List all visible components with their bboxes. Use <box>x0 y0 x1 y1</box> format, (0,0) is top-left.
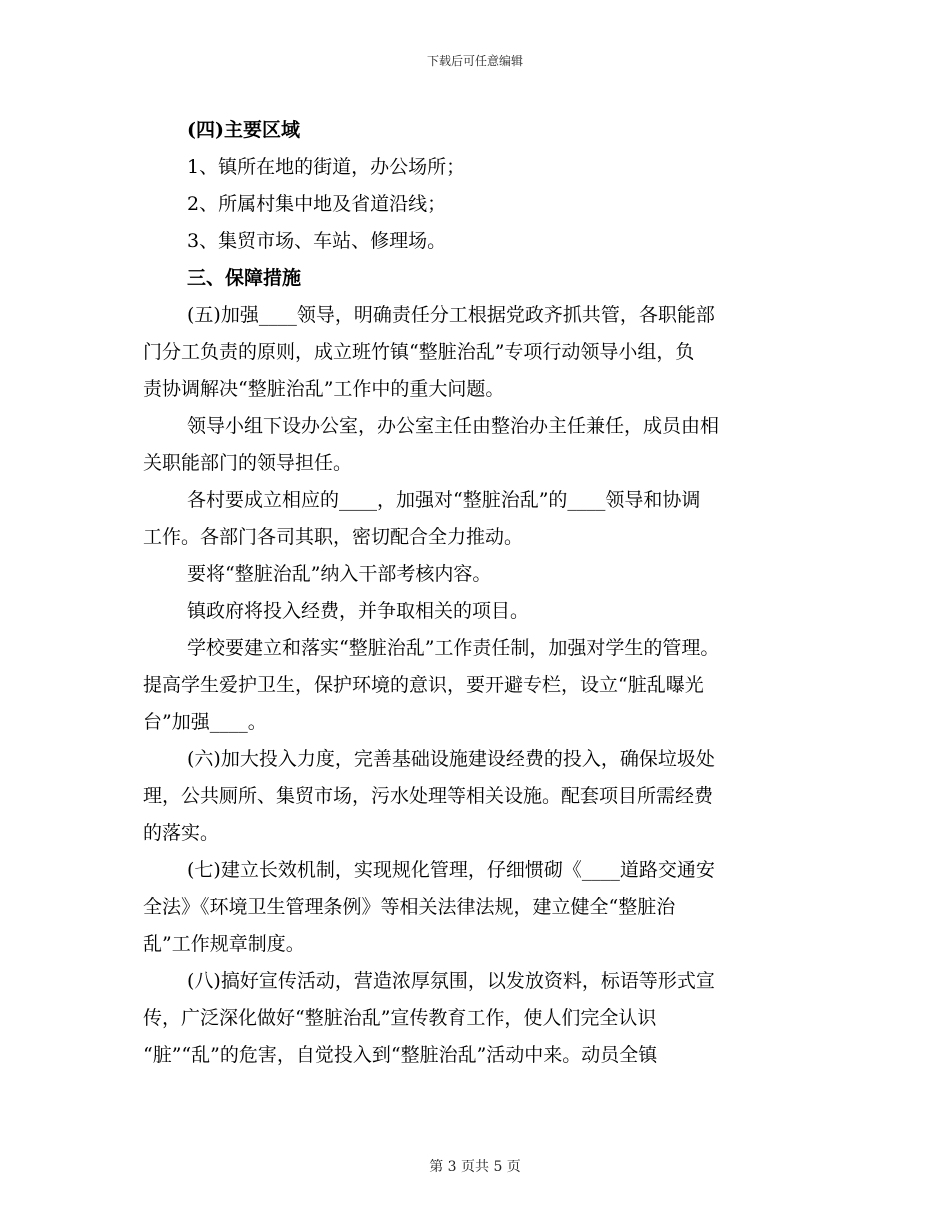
text-line: 1、镇所在地的街道，办公场所； <box>187 156 466 178</box>
page-header: 下载后可任意编辑 <box>426 54 523 68</box>
text-line: 提高学生爱护卫生，保护环境的意识，要开避专栏，设立“脏乱曝光 <box>143 674 704 696</box>
text-line: 2、所属村集中地及省道沿线； <box>187 193 447 215</box>
text-line: (五)加强____领导，明确责任分工根据党政齐抓共管，各职能部 <box>187 304 715 326</box>
text-line: 乱”工作规章制度。 <box>143 933 305 955</box>
section-heading: (四)主要区域 <box>187 119 300 141</box>
text-line: 责协调解决“整脏治乱”工作中的重大问题。 <box>143 378 505 400</box>
page-footer: 第 3 页共 5 页 <box>429 1159 521 1175</box>
section-heading: 三、保障措施 <box>187 267 302 289</box>
text-line: 各村要成立相应的____，加强对“整脏治乱”的____领导和协调 <box>187 489 701 511</box>
text-line: 关职能部门的领导担任。 <box>143 452 353 474</box>
text-line: 领导小组下设办公室，办公室主任由整治办主任兼任，成员由相 <box>187 415 720 437</box>
text-line: 的落实。 <box>143 822 220 844</box>
text-line: 传，广泛深化做好“整脏治乱”宣传教育工作，使人们完全认识 <box>143 1007 657 1029</box>
text-line: 镇政府将投入经费，并争取相关的项目。 <box>187 600 530 622</box>
text-line: 学校要建立和落实“整脏治乱”工作责任制，加强对学生的管理。 <box>187 637 720 659</box>
text-line: 要将“整脏治乱”纳入干部考核内容。 <box>187 563 492 585</box>
text-line: 工作。各部门各司其职，密切配合全力推动。 <box>143 526 524 548</box>
text-line: “脏”“乱”的危害，自觉投入到“整脏治乱”活动中来。动员全镇 <box>143 1044 658 1066</box>
text-line: (八)搞好宣传活动，营造浓厚氛围，以发放资料，标语等形式宣 <box>187 970 715 992</box>
text-line: (六)加大投入力度，完善基础设施建设经费的投入，确保垃圾处 <box>187 748 715 770</box>
text-line: 全法》《环境卫生管理条例》等相关法律法规，建立健全“整脏治 <box>143 896 676 918</box>
document-body <box>143 112 807 1074</box>
text-line: 3、集贸市场、车站、修理场。 <box>187 230 447 252</box>
text-line: 门分工负责的原则，成立班竹镇“整脏治乱”专项行动领导小组，负 <box>143 341 695 363</box>
text-line: 台”加强____。 <box>143 711 267 733</box>
text-line: (七)建立长效机制，实现规化管理，仔细惯砌《____道路交通安 <box>187 859 715 881</box>
text-line: 理，公共厕所、集贸市场，污水处理等相关设施。配套项目所需经费 <box>143 785 714 807</box>
